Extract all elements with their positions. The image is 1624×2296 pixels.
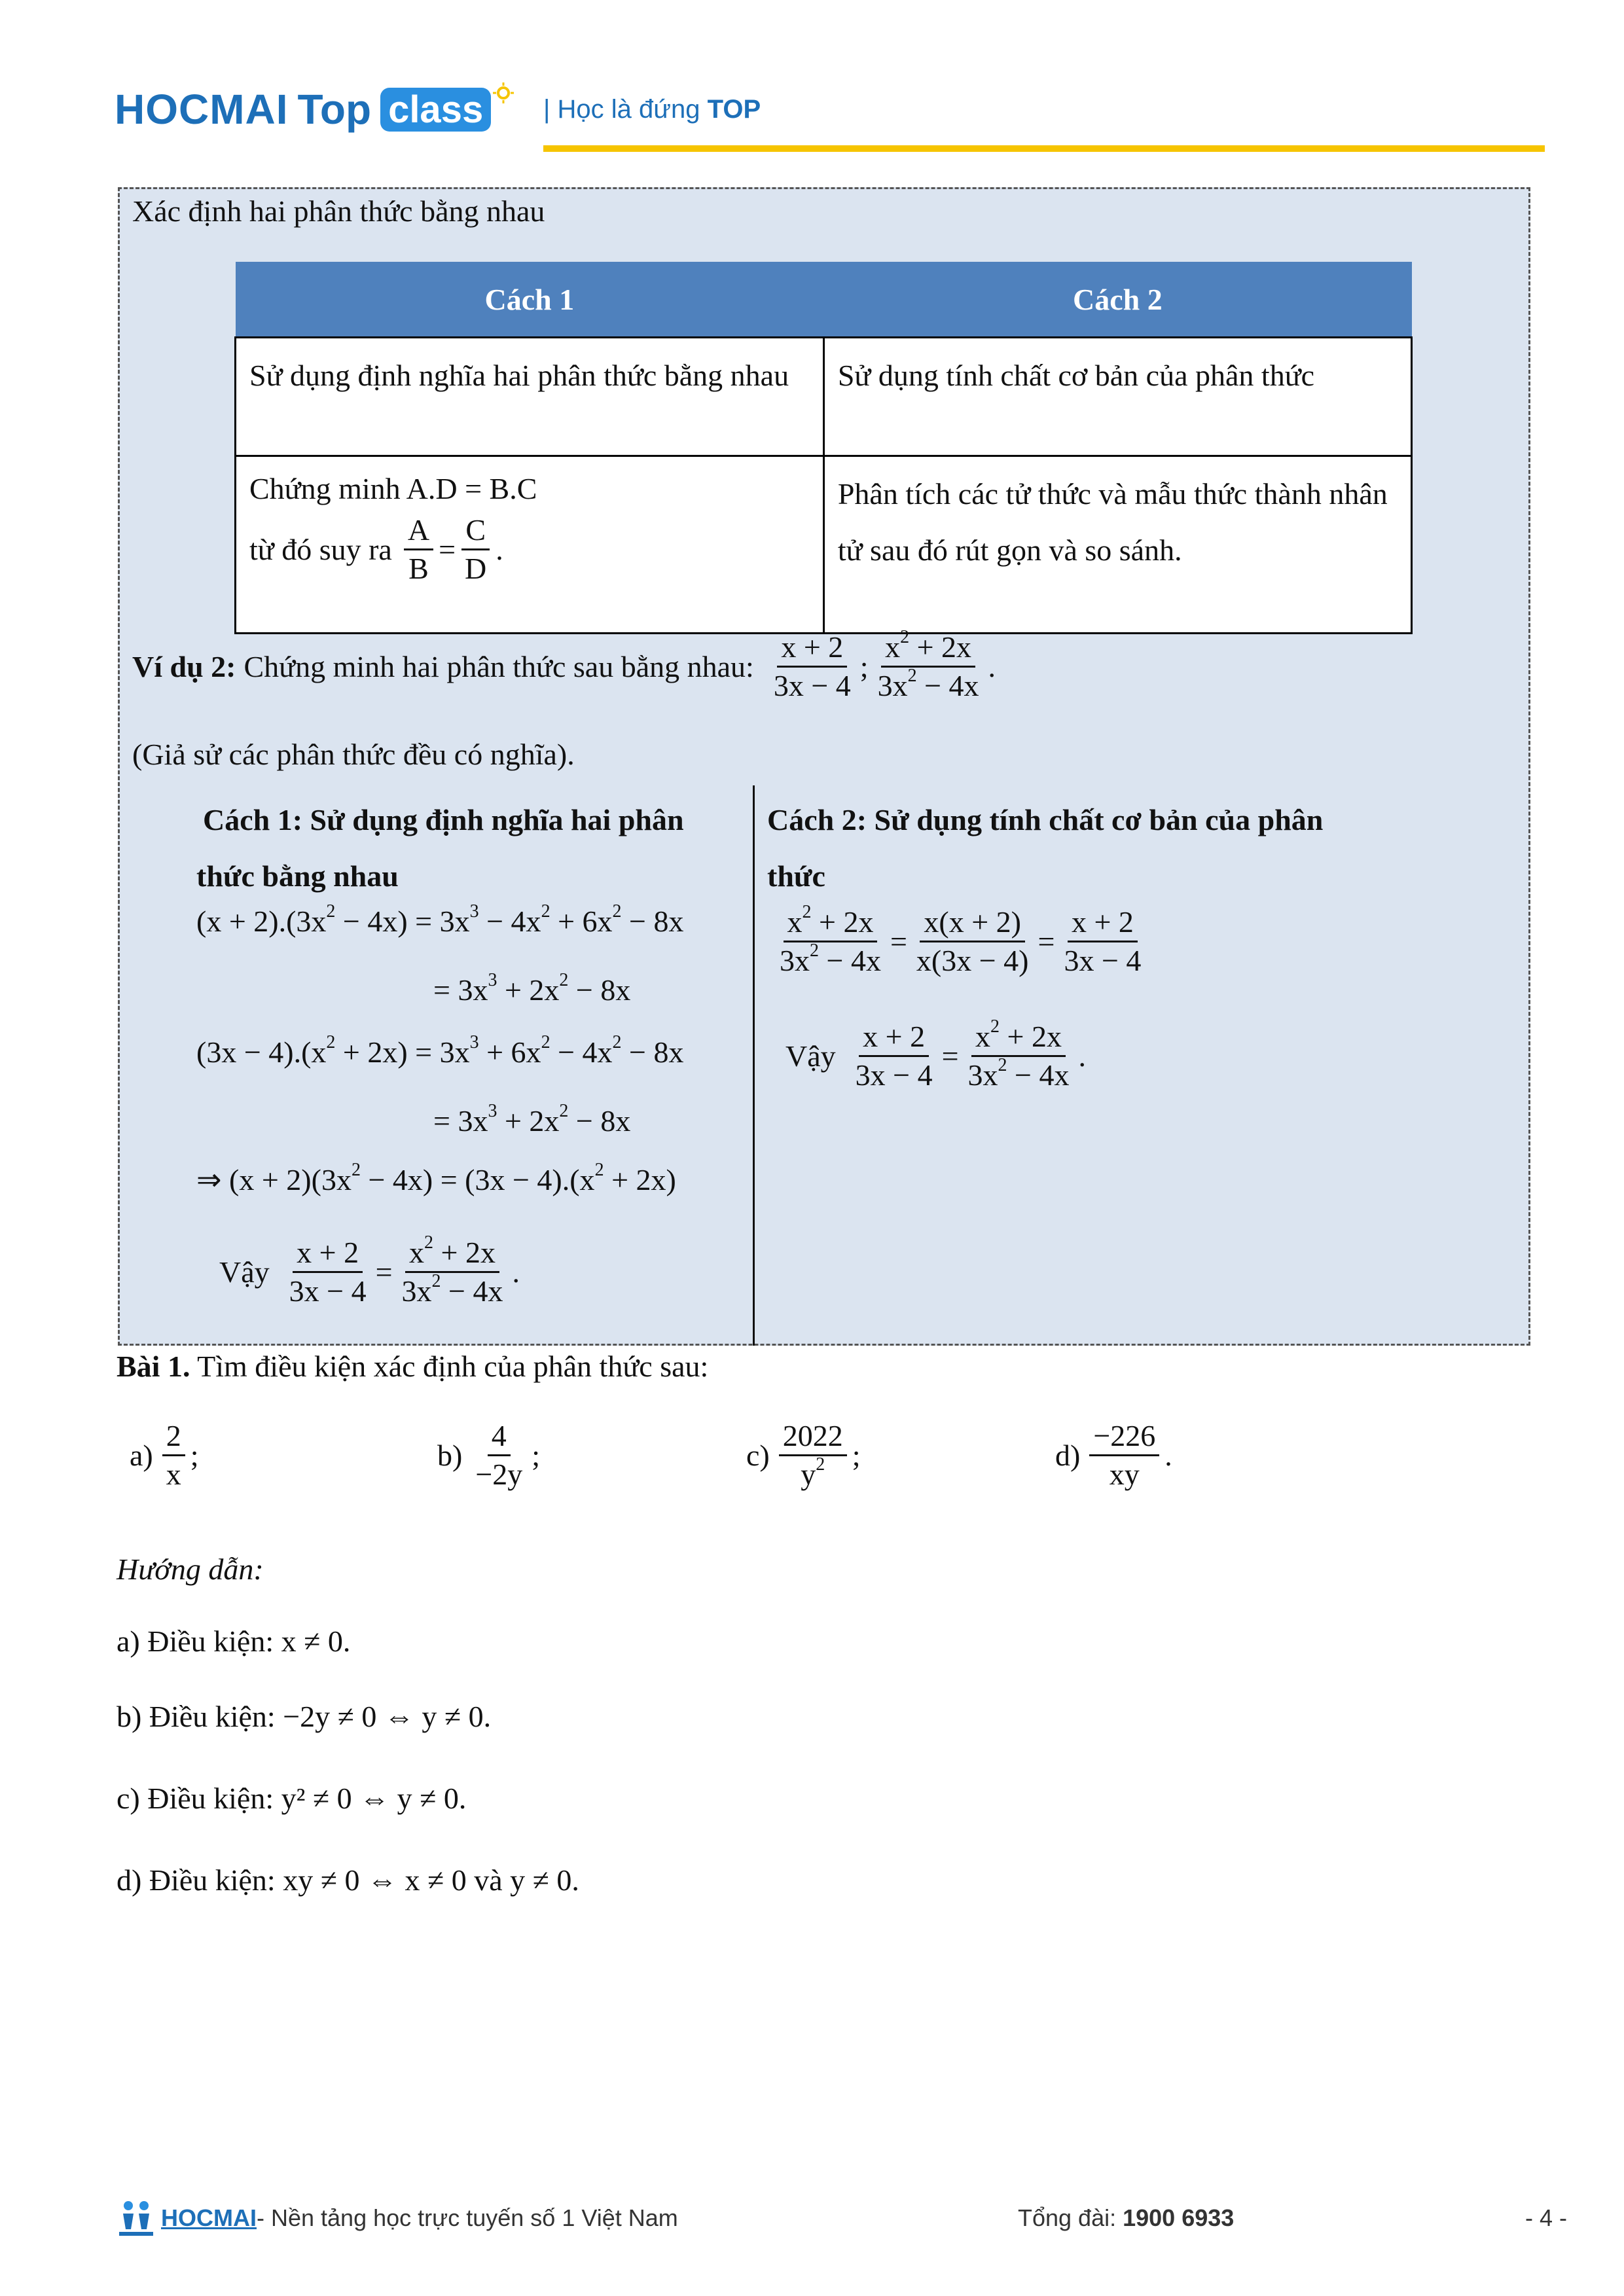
item-label: b) [437,1438,463,1472]
example-text: Chứng minh hai phân thức sau bằng nhau: [244,649,754,683]
fraction [912,906,1033,977]
footer-brand[interactable]: HOCMAI [161,2204,257,2231]
period: . [496,532,503,566]
fraction-den: D [465,552,487,586]
cell-line2 [249,514,810,585]
fraction [874,627,983,703]
fraction-den: $3x^2 - 4x$ [780,941,881,978]
fraction [770,632,855,702]
fraction-num: x(x + 2) [920,906,1025,942]
equals-sign: = [439,532,456,566]
table-cell-2-1 [236,456,824,634]
fraction-num: 2022 [779,1420,847,1456]
fraction [776,902,885,978]
item-label: d) [1055,1438,1081,1472]
guide-line: b) Điều kiện: −2y ≠ 0 ⇔ y ≠ 0. [117,1700,492,1733]
table-cell-1-1: Sử dụng định nghĩa hai phân thức bằng nhau [236,338,824,456]
assumption: (Giả sử các phân thức đều có nghĩa). [132,738,575,771]
page-number: - 4 - [1525,2204,1568,2231]
fraction-den: xy [1109,1458,1140,1492]
fraction-num: $x^2 + 2x$ [784,906,878,942]
exercise-label: Bài 1. [117,1350,190,1383]
equals-sign: = [890,924,907,958]
fraction-den-base: y [801,1458,816,1492]
fraction-den: −2y [475,1458,523,1492]
exercise-text: Tìm điều kiện xác định của phân thức sau: [197,1350,709,1383]
fraction-num: 2 [162,1420,185,1456]
fraction-den: $3x^2 - 4x$ [967,1055,1070,1092]
table-cell-2-2: Phân tích các tử thức và mẫu thức thành nhân tử sau đó rút gọn và so sánh. [823,456,1411,634]
math-line: ⇒ $(x + 2)(3x^2 - 4x) = (3x - 4).(x^2 + 2x)$ [196,1160,676,1196]
fraction-den: 3x − 4 [855,1058,933,1092]
tagline-strong: TOP [707,95,761,124]
reduction-line [776,902,1150,978]
period: . [988,649,996,683]
fraction-num: C [461,514,490,550]
fraction-num: −226 [1089,1420,1159,1456]
fraction [162,1420,185,1491]
exercise-item [130,1420,199,1491]
fraction-den: B [408,552,429,586]
cell-line2-text: từ đó suy ra [249,532,392,566]
exercise-heading [117,1352,708,1382]
math-line: = $3x^3 + 2x^2 - 8x$ [433,1101,631,1138]
item-end: ; [852,1438,861,1472]
fraction [471,1420,526,1491]
vay-label: Vậy [785,1039,836,1073]
equals-sign: = [1038,924,1055,958]
footer [117,2199,678,2237]
fraction-den: $3x^2 - 4x$ [401,1271,503,1308]
fraction-den: x(3x − 4) [916,944,1029,978]
fraction-num: $x^2 + 2x$ [405,1237,499,1273]
header-logo [115,85,514,134]
vay-label: Vậy [219,1255,270,1289]
exercise-item [1055,1420,1172,1491]
item-label: c) [746,1438,770,1472]
fraction-num: x + 2 [859,1021,929,1057]
logo-hocmai: HOCMAI [115,86,289,133]
guide-line: d) Điều kiện: xy ≠ 0 ⇔ x ≠ 0 và y ≠ 0. [117,1863,579,1897]
fraction-num: 4 [488,1420,511,1456]
exercise-item [437,1420,540,1491]
fraction [398,1232,507,1308]
header-rule [543,145,1545,152]
fraction-num: $x^2 + 2x$ [971,1021,1066,1057]
fraction-den: 3x − 4 [289,1274,367,1308]
right-title: Cách 2: Sử dụng tính chất cơ bản của phân thức [767,803,1324,893]
table-cell-1-2: Sử dụng tính chất cơ bản của phân thức [823,338,1411,456]
fraction-num: A [404,514,433,550]
exponent: 2 [816,1454,825,1475]
hotline-number: 1900 6933 [1123,2204,1235,2231]
left-title: Cách 1: Sử dụng định nghĩa hai phân thức bằng nhau [196,803,684,893]
guide-line: c) Điều kiện: y² ≠ 0 ⇔ y ≠ 0. [117,1782,467,1815]
math-line: $(x + 2).(3x^2 - 4x) = 3x^3 - 4x^2 + 6x^2 - 8x$ [196,901,684,938]
fraction-num: x + 2 [1068,906,1138,942]
logo-class: class [380,88,491,132]
fraction-num: x + 2 [777,632,847,668]
fraction-den: $3x^2 - 4x$ [877,666,979,703]
example-label: Ví dụ 2: [132,649,236,683]
fraction [285,1237,370,1308]
hocmai-logo-icon [117,2199,156,2237]
math-line: = $3x^3 + 2x^2 - 8x$ [433,970,631,1007]
methods-table [234,262,1413,634]
fraction [461,514,490,585]
fraction [852,1021,937,1092]
item-end: . [1164,1438,1172,1472]
logo-top: Top [297,86,372,133]
fraction [1060,906,1145,977]
period: . [1078,1039,1086,1073]
sun-icon [492,82,514,104]
header-tagline [543,95,761,124]
fraction [1089,1420,1159,1491]
guide-title: Hướng dẫn: [117,1552,264,1586]
equals-sign: = [941,1039,959,1073]
fraction-den: x [166,1458,181,1492]
footer-hotline [1018,2204,1234,2232]
fraction-den: 3x − 4 [773,669,851,703]
tagline-text: | Học là đứng [543,95,708,124]
table-header-1: Cách 1 [236,262,824,338]
fraction [404,514,433,585]
hotline-label: Tổng đài: [1018,2204,1123,2231]
fraction [964,1016,1074,1092]
conclusion-right [785,1016,1086,1092]
fraction-den [797,1456,829,1490]
separator: ; [859,649,869,683]
item-label: a) [130,1438,153,1472]
table-header-2: Cách 2 [823,262,1411,338]
column-divider [753,785,755,1346]
fraction-num: x + 2 [293,1237,363,1273]
fraction [779,1420,847,1491]
equals-sign: = [375,1255,393,1289]
item-end: ; [190,1438,199,1472]
conclusion-left [219,1232,520,1308]
item-end: ; [532,1438,541,1472]
example-line [132,627,996,703]
math-line: $(3x - 4).(x^2 + 2x) = 3x^3 + 6x^2 - 4x^2 - 8x$ [196,1032,684,1069]
cell-line1: Chứng minh A.D = B.C [249,472,537,505]
guide-line: a) Điều kiện: x ≠ 0. [117,1624,351,1658]
box-title: Xác định hai phân thức bằng nhau [132,194,545,228]
period: . [512,1255,520,1289]
footer-text: - Nền tảng học trực tuyến số 1 Việt Nam [257,2204,678,2231]
fraction-den: 3x − 4 [1064,944,1142,978]
fraction-num: $x^2 + 2x$ [881,632,975,668]
exercise-item [746,1420,861,1491]
